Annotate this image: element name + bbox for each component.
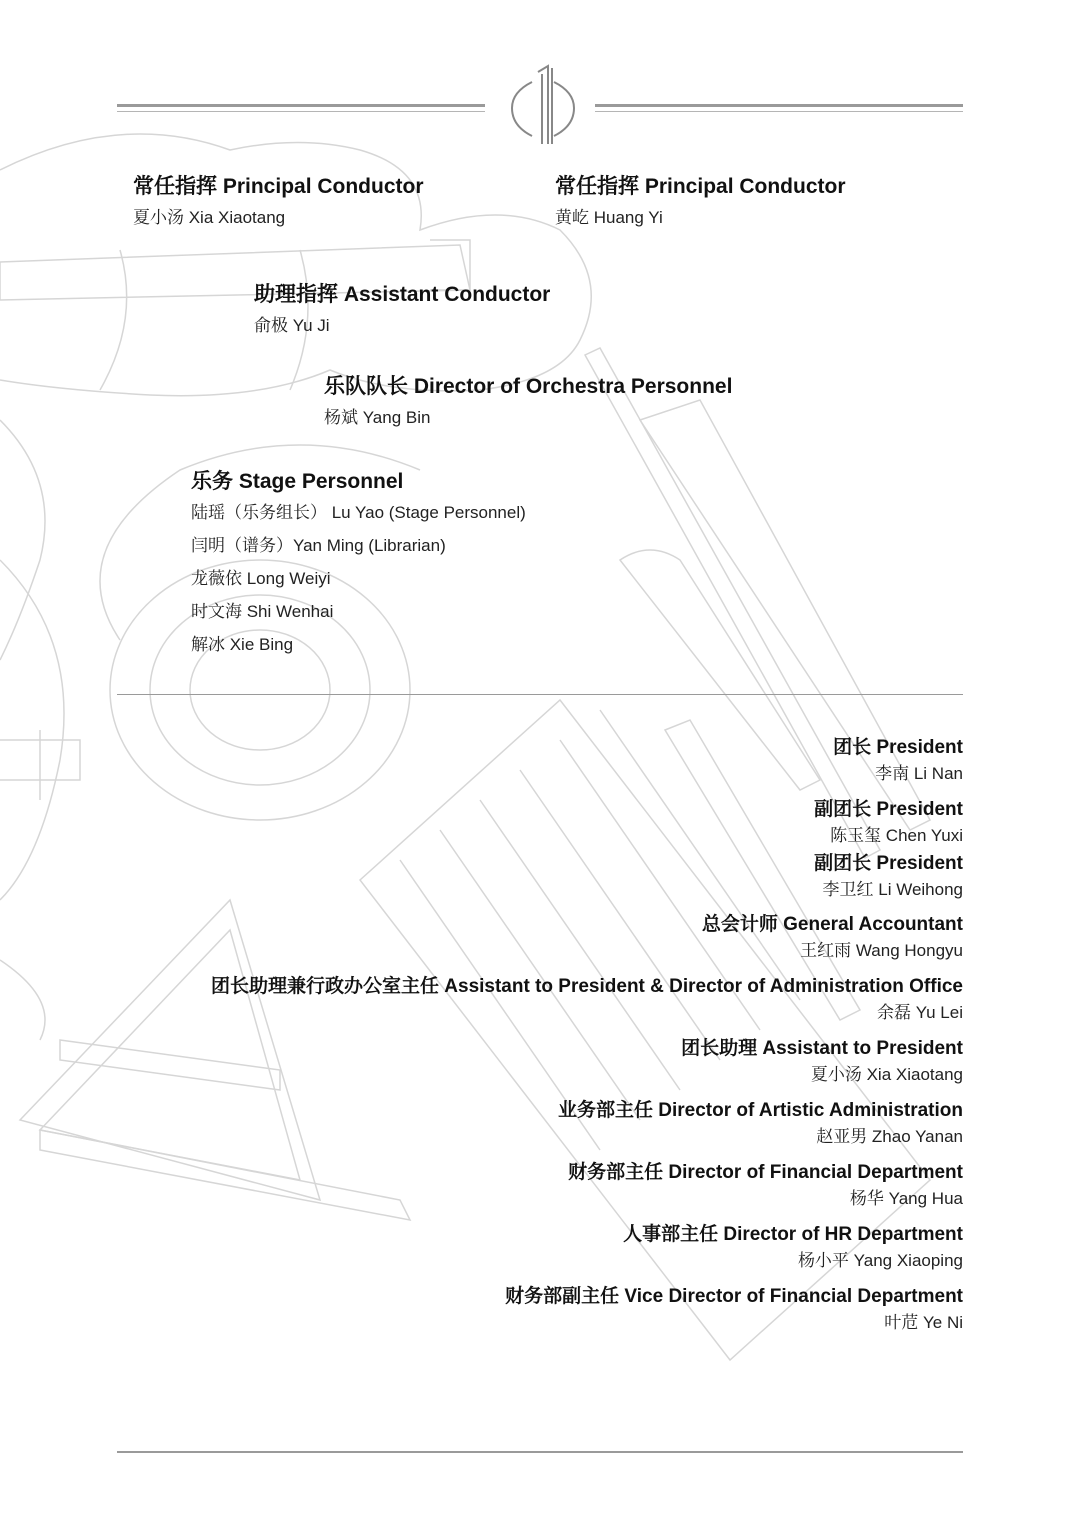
admin-name: 赵亚男 Zhao Yanan [816, 1127, 963, 1146]
header-rule-left [117, 104, 485, 107]
assistant-conductor-title: 助理指挥 Assistant Conductor [254, 283, 551, 306]
admin-name: 夏小汤 Xia Xiaotang [810, 1065, 963, 1084]
orchestra-logo-icon [508, 64, 578, 146]
admin-name: 李卫红 Li Weihong [822, 880, 963, 899]
conductor-1-title: 常任指挥 Principal Conductor [133, 175, 424, 198]
admin-name: 杨华 Yang Hua [849, 1189, 963, 1208]
admin-title: 财务部主任 Director of Financial Department [568, 1162, 963, 1183]
admin-title: 人事部主任 Director of HR Department [623, 1224, 963, 1245]
stage-personnel-title: 乐务 Stage Personnel [191, 470, 404, 493]
admin-name: 王红雨 Wang Hongyu [800, 941, 963, 960]
admin-title: 总会计师 General Accountant [701, 914, 963, 935]
admin-name: 陈玉玺 Chen Yuxi [830, 826, 963, 845]
stage-member: 时文海 Shi Wenhai [191, 602, 334, 621]
admin-name: 叶苊 Ye Ni [884, 1313, 963, 1332]
admin-name: 李南 Li Nan [875, 764, 963, 783]
conductor-2-name: 黄屹 Huang Yi [555, 208, 663, 227]
admin-title: 团长 President [833, 737, 963, 758]
admin-title: 副团长 President [814, 799, 963, 820]
section-divider [117, 694, 963, 695]
stage-member: 陆瑶（乐务组长） Lu Yao (Stage Personnel) [191, 503, 526, 522]
admin-name: 余磊 Yu Lei [877, 1003, 963, 1022]
admin-title: 业务部主任 Director of Artistic Administration [557, 1100, 963, 1121]
stage-member: 闫明（谱务）Yan Ming (Librarian) [191, 536, 446, 555]
admin-title: 财务部副主任 Vice Director of Financial Department [505, 1286, 963, 1307]
footer-rule [117, 1451, 963, 1453]
conductor-2-title: 常任指挥 Principal Conductor [555, 175, 846, 198]
stage-member: 解冰 Xie Bing [191, 635, 294, 654]
orchestra-director-name: 杨斌 Yang Bin [324, 408, 431, 427]
header-rule-right [595, 104, 963, 107]
stage-member: 龙薇依 Long Weiyi [191, 569, 331, 588]
admin-title: 团长助理 Assistant to President [681, 1038, 963, 1059]
orchestra-director-title: 乐队队长 Director of Orchestra Personnel [324, 375, 733, 398]
admin-title: 团长助理兼行政办公室主任 Assistant to President & Director of Administration Office [211, 976, 963, 997]
admin-title: 副团长 President [814, 853, 963, 874]
conductor-1-name: 夏小汤 Xia Xiaotang [133, 208, 286, 227]
assistant-conductor-name: 俞极 Yu Ji [254, 316, 330, 335]
admin-name: 杨小平 Yang Xiaoping [797, 1251, 963, 1270]
